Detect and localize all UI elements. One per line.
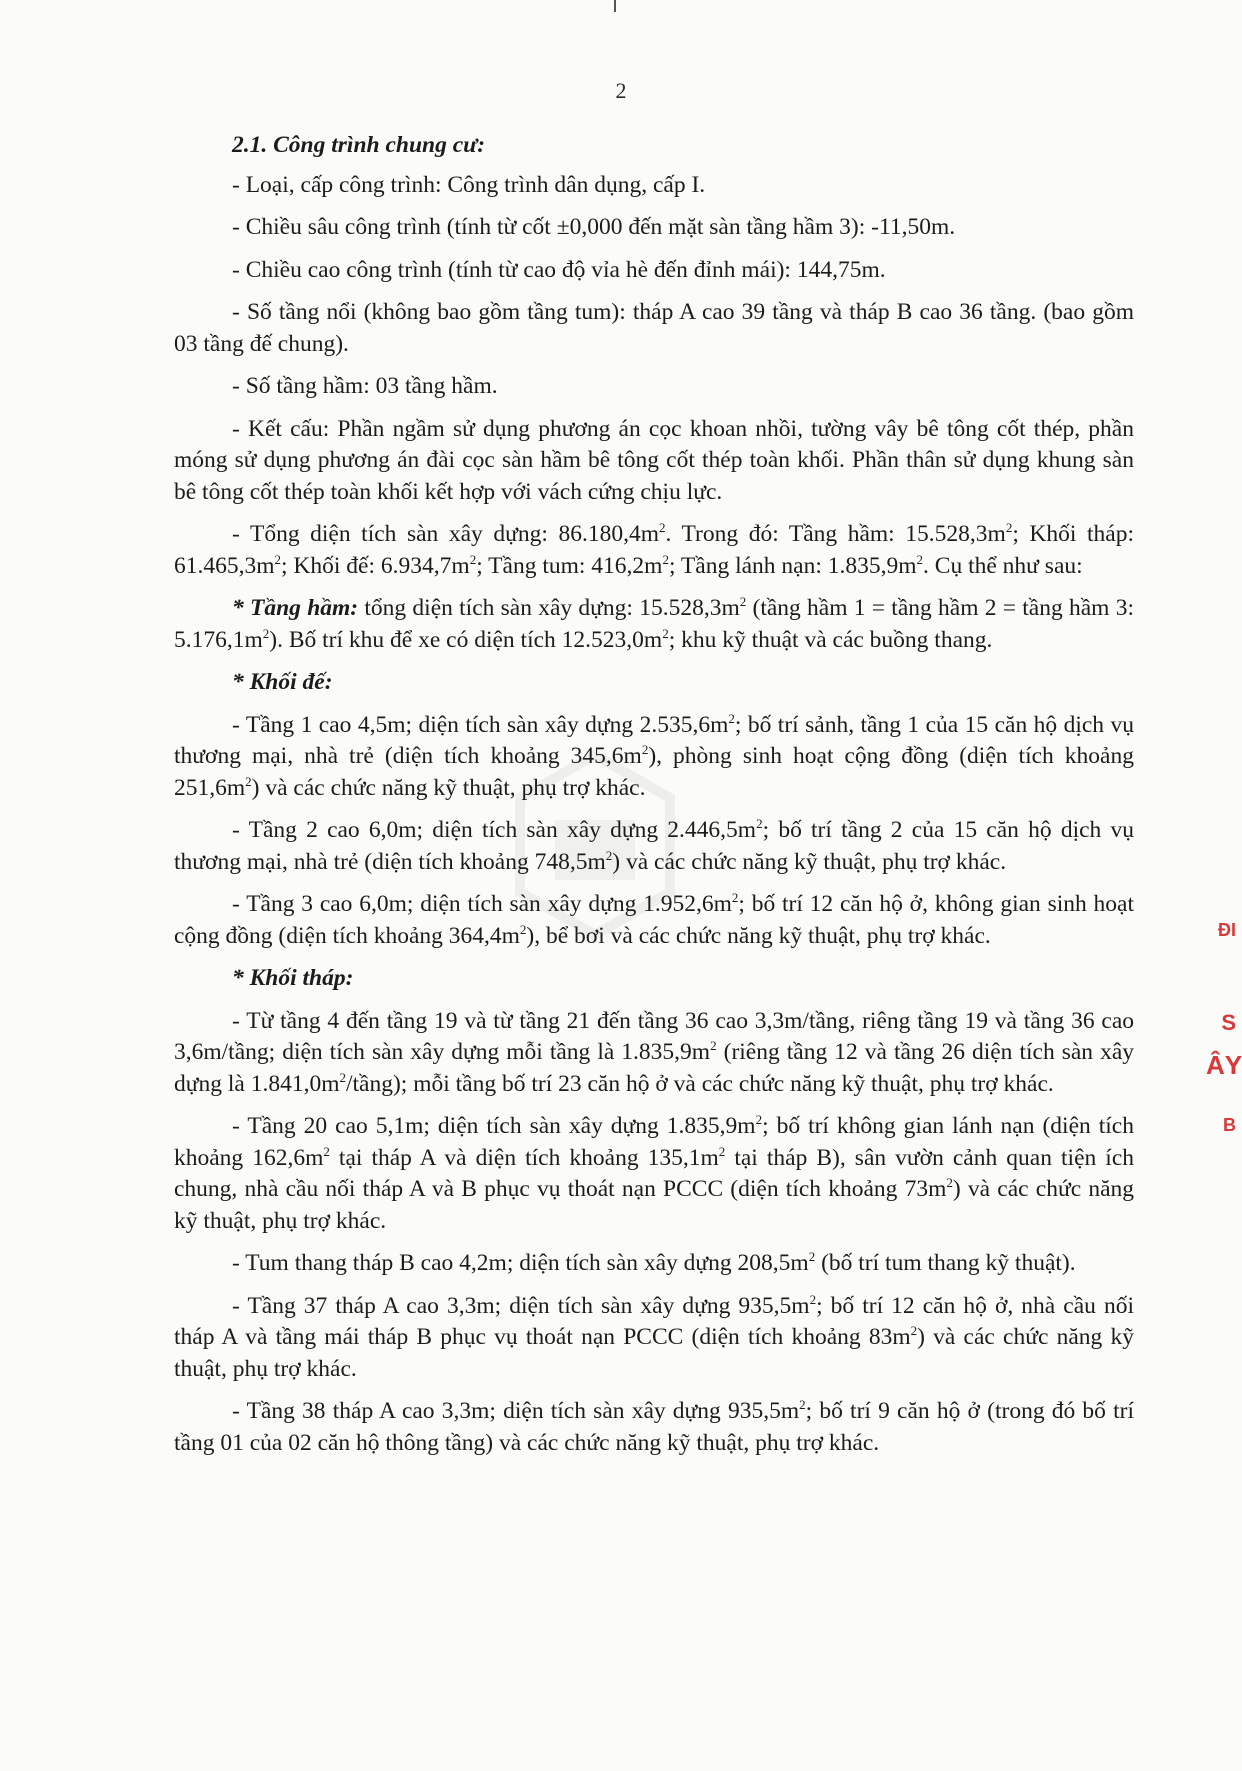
paragraph-floor-38: - Tầng 38 tháp A cao 3,3m; diện tích sàn xây dựng $935,5m^2$; bố trí 9 căn hộ ở (trong đó bố trí tầng 01 của 02 căn hộ thông tầng) và các chức năng kỹ thuật, phụ trợ khác. xyxy=(174,1397,1135,1456)
stamp-fragment-2: S xyxy=(1221,1010,1236,1035)
paragraph-floor-20: - Tầng 20 cao 5,1m; diện tích sàn xây dựng $1.835,9m^2$; bố trí không gian lánh nạn (diện tích khoảng $162,6m^2$ tại tháp A và diện tích khoảng $135,1m^2$ tại tháp B), sân vườn cảnh quan tiện ích chung, nhà cầu nối tháp A và B phục vụ thoát nạn PCCC (diện tích khoảng $73m^2$) và các chức năng kỹ thuật, phụ trợ khác. xyxy=(174,1112,1135,1234)
stamp-fragment-4: B xyxy=(1223,1115,1236,1135)
paragraph-basement-detail: * Tầng hầm: tổng diện tích sàn xây dựng: $15.528,3m^2$ (tầng hầm 1 = tầng hầm 2 = tầng hầm 3: $5.176,1m^2$). Bố trí khu để xe có diện tích $12.523,0m^2$; khu kỹ thuật và các buồng thang. xyxy=(174,594,1134,653)
paragraph-structure: - Kết cấu: Phần ngầm sử dụng phương án cọc khoan nhồi, tường vây bê tông cốt thép, phần móng sử dụng phương án đài cọc sàn hầm bê tông cốt thép toàn khối. Phần thân sử dụng khung sàn bê tông cốt thép toàn khối kết hợp với vách cứng chịu lực. xyxy=(174,415,1134,505)
paragraph-floor-37: - Tầng 37 tháp A cao 3,3m; diện tích sàn xây dựng $935,5m^2$; bố trí 12 căn hộ ở, nhà cầu nối tháp A và tầng mái tháp B phục vụ thoát nạn PCCC (diện tích khoảng $83m^2$) và các chức năng kỹ thuật, phụ trợ khác. xyxy=(174,1291,1135,1382)
paragraph-height: - Chiều cao công trình (tính từ cao độ vỉa hè đến đỉnh mái): 144,75m. xyxy=(232,256,886,283)
page-number: 2 xyxy=(615,78,627,103)
paragraph-basements: - Số tầng hầm: 03 tầng hầm. xyxy=(232,373,498,399)
paragraph-typical-floors: - Từ tầng 4 đến tầng 19 và từ tầng 21 đến tầng 36 cao 3,3m/tầng, riêng tầng 19 và tầng 36 cao 3,6m/tầng; diện tích sàn xây dựng mỗi tầng là $1.835,9m^2$ (riêng tầng 12 và tầng 26 diện tích sàn xây dựng là $1.841,0m^2/tầng$); mỗi tầng bố trí 23 căn hộ ở và các chức năng kỹ thuật, phụ trợ khác. xyxy=(174,1007,1134,1097)
subheading-tower: * Khối tháp: xyxy=(232,965,354,991)
paragraph-depth: - Chiều sâu công trình (tính từ cốt ±0,000 đến mặt sàn tầng hầm 3): -11,50m. xyxy=(232,214,956,240)
document-body xyxy=(174,130,1134,1470)
paragraph-floor-3: - Tầng 3 cao 6,0m; diện tích sàn xây dựng $1.952,6m^2$; bố trí 12 căn hộ ở, không gian sinh hoạt cộng đồng (diện tích khoảng $364,4m^2$), bể bơi và các chức năng kỹ thuật, phụ trợ khác. xyxy=(174,890,1134,949)
paragraph-floor-2: - Tầng 2 cao 6,0m; diện tích sàn xây dựng $2.446,5m^2$; bố trí tầng 2 của 15 căn hộ dịch vụ thương mại, nhà trẻ (diện tích khoảng $748,5m^2$) và các chức năng kỹ thuật, phụ trợ khác. xyxy=(174,816,1134,875)
paragraph-stair-tum: - Tum thang tháp B cao 4,2m; diện tích sàn xây dựng $208,5m^2$ (bố trí tum thang kỹ thuật). xyxy=(232,1249,1076,1276)
stamp-fragment-3: ÂY xyxy=(1206,1050,1242,1080)
paragraph-total-area: - Tổng diện tích sàn xây dựng: $86.180,4m^2$. Trong đó: Tầng hầm: $15.528,3m^2$; Khối tháp: $61.465,3m^2$; Khối đế: $6.934,7m^2$; Tầng tum: $416,2m^2$; Tầng lánh nạn: $1.835,9m^2$. Cụ thể như sau: xyxy=(174,520,1134,579)
paragraph-building-class: - Loại, cấp công trình: Công trình dân dụng, cấp I. xyxy=(232,171,706,198)
paragraph-floor-1: - Tầng 1 cao 4,5m; diện tích sàn xây dựng $2.535,6m^2$; bố trí sảnh, tầng 1 của 15 căn hộ dịch vụ thương mại, nhà trẻ (diện tích khoảng $345,6m^2$), phòng sinh hoạt cộng đồng (diện tích khoảng $251,6m^2$) và các chức năng kỹ thuật, phụ trợ khác. xyxy=(174,710,1134,801)
scan-edge-mark xyxy=(614,0,616,12)
section-heading: 2.1. Công trình chung cư: xyxy=(232,132,486,158)
stamp-fragment-1: ĐI xyxy=(1218,920,1236,940)
subheading-podium: * Khối đế: xyxy=(232,669,333,695)
paragraph-floors: - Số tầng nổi (không bao gồm tầng tum): tháp A cao 39 tầng và tháp B cao 36 tầng. (bao gồm 03 tầng đế chung). xyxy=(174,299,1134,357)
